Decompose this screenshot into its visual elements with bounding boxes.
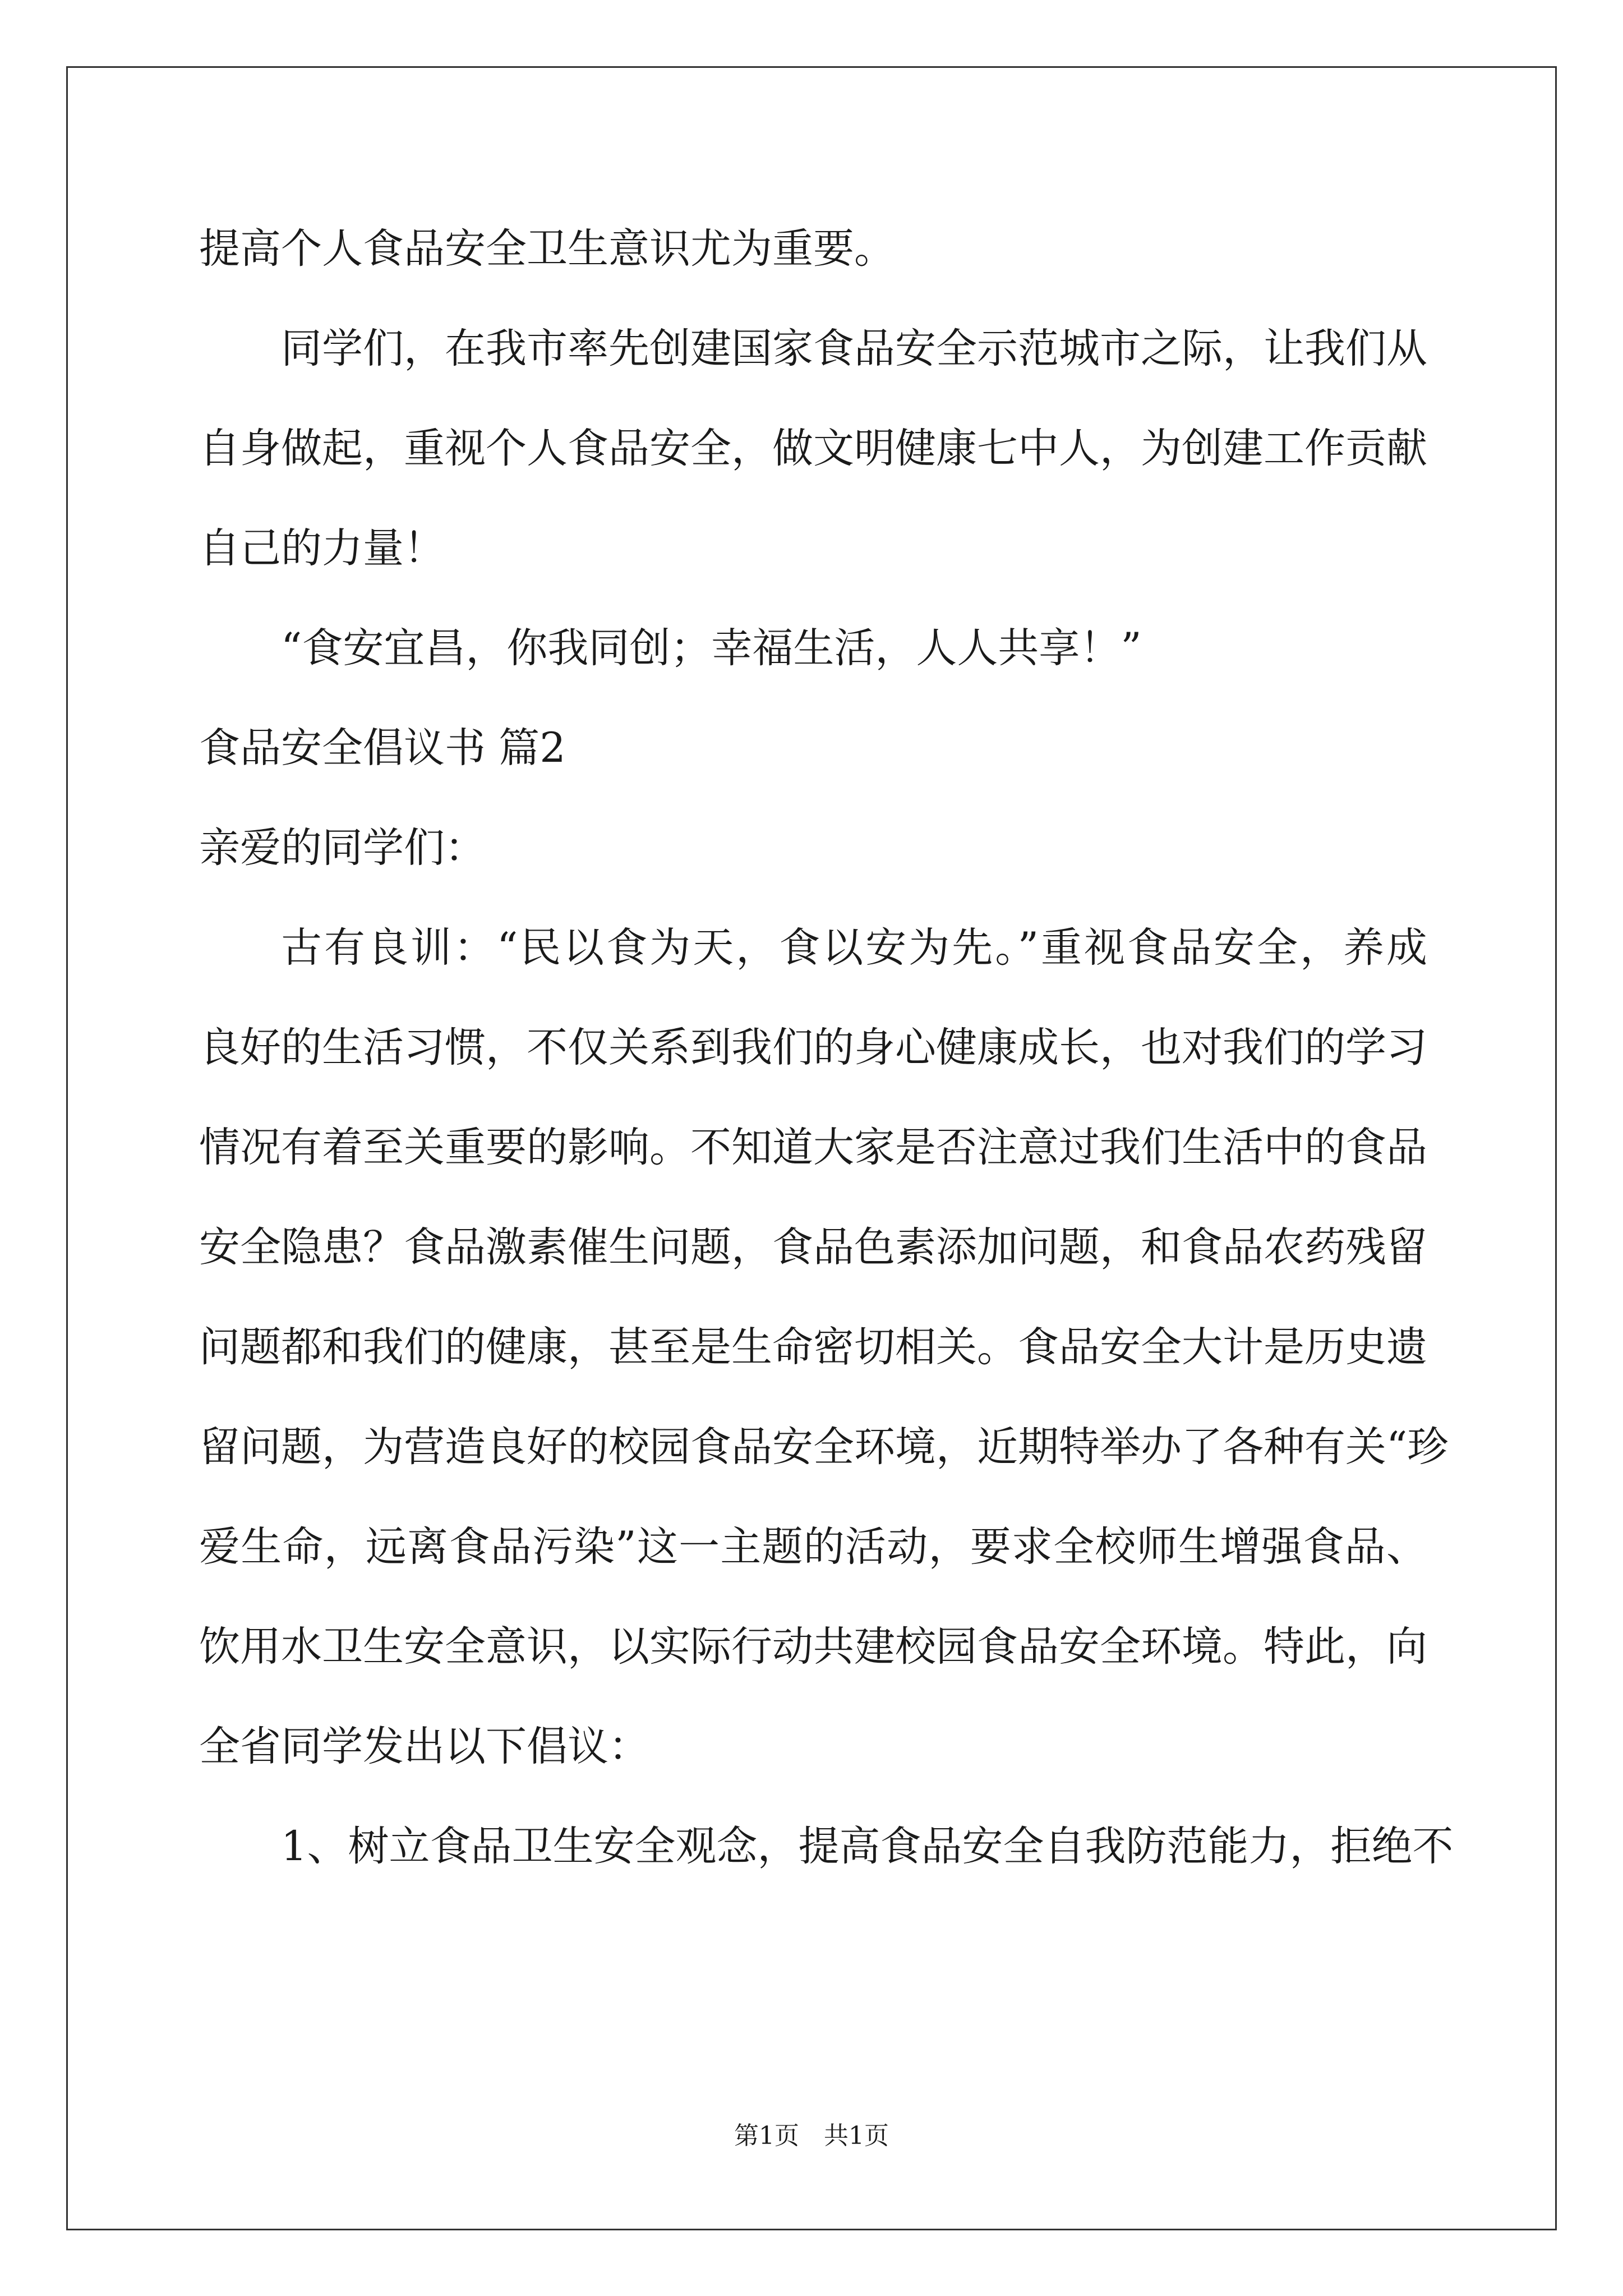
text-line: 全省同学发出以下倡议： <box>199 1723 649 1770</box>
page-number-footer: 第1页 共1页 <box>734 2122 889 2150</box>
text-line: 爱生命，远离食品污染”这一主题的活动，要求全校师生增强食品、 <box>199 1523 1427 1571</box>
text-line: 自己的力量！ <box>199 524 445 572</box>
list-item-line: 1、树立食品卫生安全观念，提高食品安全自我防范能力，拒绝不 <box>281 1823 1454 1870</box>
section-heading: 食品安全倡议书 篇2 <box>199 724 566 772</box>
text-line: 自身做起，重视个人食品安全，做文明健康七中人，为创建工作贡献 <box>199 425 1427 472</box>
slogan-line: “食安宜昌，你我同创；幸福生活，人人共享！” <box>281 624 1142 672</box>
text-line: 问题都和我们的健康，甚至是生命密切相关。食品安全大计是历史遗 <box>199 1323 1427 1371</box>
salutation: 亲爱的同学们： <box>199 824 486 872</box>
paragraph-line: 古有良训：“民以食为天，食以安为先。”重视食品安全，养成 <box>281 924 1427 972</box>
text-line: 安全隐患？食品激素催生问题，食品色素添加问题，和食品农药残留 <box>199 1223 1427 1271</box>
document-body <box>199 199 1454 1897</box>
text-line: 提高个人食品安全卫生意识尤为重要。 <box>199 225 895 273</box>
text-line: 良好的生活习惯，不仅关系到我们的身心健康成长，也对我们的学习 <box>199 1024 1427 1071</box>
text-line: 留问题，为营造良好的校园食品安全环境，近期特举办了各种有关“珍 <box>199 1423 1449 1471</box>
text-line: 饮用水卫生安全意识，以实际行动共建校园食品安全环境。特此，向 <box>199 1623 1427 1671</box>
paragraph-line: 同学们，在我市率先创建国家食品安全示范城市之际，让我们从 <box>281 325 1427 372</box>
text-line: 情况有着至关重要的影响。不知道大家是否注意过我们生活中的食品 <box>199 1124 1427 1171</box>
